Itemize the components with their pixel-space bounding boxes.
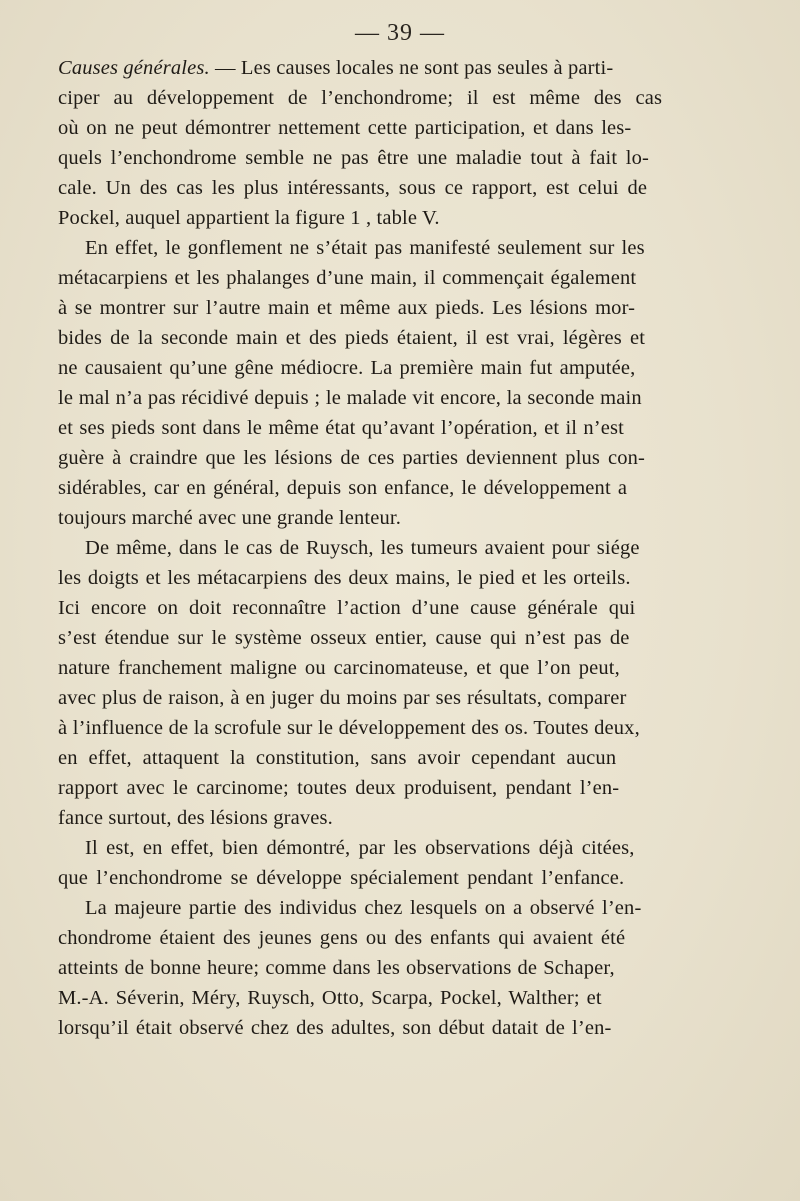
text-line: bides de la seconde main et des pieds étaient, il est vrai, légères et	[58, 327, 646, 349]
text-line: avec plus de raison, à en juger du moins par ses résultats, comparer	[58, 687, 627, 709]
text-line	[58, 54, 796, 82]
text-line: à l’influence de la scrofule sur le développement des os. Toutes deux,	[58, 717, 640, 739]
text-line: cale. Un des cas les plus intéressants, sous ce rapport, est celui de	[58, 177, 648, 199]
text-line: et ses pieds sont dans le même état qu’avant l’opération, et il n’est	[58, 417, 625, 439]
text-line: fance surtout, des lésions graves.	[58, 807, 333, 829]
text-line: que l’enchondrome se développe spécialement pendant l’enfance.	[58, 867, 625, 889]
text-line: ciper au développement de l’enchondrome; il est même des cas	[58, 87, 663, 109]
text-line: en effet, attaquent la constitution, sans avoir cependant aucun	[58, 747, 617, 769]
text-line: ne causaient qu’une gêne médiocre. La première main fut amputée,	[58, 357, 636, 379]
text-line: s’est étendue sur le système osseux entier, cause qui n’est pas de	[58, 627, 630, 649]
text-line: chondrome étaient des jeunes gens ou des enfants qui avaient été	[58, 927, 626, 949]
page-number: — 39 —	[355, 20, 445, 46]
text-line: En effet, le gonflement ne s’était pas manifesté seulement sur les	[85, 237, 645, 259]
text-line: nature franchement maligne ou carcinomateuse, et que l’on peut,	[58, 657, 620, 679]
text-line: les doigts et les métacarpiens des deux mains, le pied et les orteils.	[58, 567, 631, 589]
text-line: où on ne peut démontrer nettement cette participation, et dans les-	[58, 117, 632, 139]
text-line: lorsqu’il était observé chez des adultes, son début datait de l’en-	[58, 1017, 612, 1039]
text-line: quels l’enchondrome semble ne pas être une maladie tout à fait lo-	[58, 147, 649, 169]
text-line: sidérables, car en général, depuis son enfance, le développement a	[58, 477, 628, 499]
text-line: guère à craindre que les lésions de ces parties deviennent plus con-	[58, 447, 645, 469]
text-line: Pockel, auquel appartient la figure 1 , table V.	[58, 207, 440, 229]
text-line: toujours marché avec une grande lenteur.	[58, 507, 401, 529]
text-line: métacarpiens et les phalanges d’une main, il commençait également	[58, 267, 637, 289]
text-line: rapport avec le carcinome; toutes deux produisent, pendant l’en-	[58, 777, 620, 799]
section-heading: Causes générales.	[58, 57, 210, 79]
text-line: à se montrer sur l’autre main et même aux pieds. Les lésions mor-	[58, 297, 636, 319]
text-line: Il est, en effet, bien démontré, par les observations déjà citées,	[85, 837, 635, 859]
text-line: M.-A. Séverin, Méry, Ruysch, Otto, Scarpa, Pockel, Walther; et	[58, 987, 602, 1009]
text-line: De même, dans le cas de Ruysch, les tumeurs avaient pour siége	[85, 537, 640, 559]
line-text: — Les causes locales ne sont pas seules à parti-	[209, 57, 614, 79]
text-line: Ici encore on doit reconnaître l’action d’une cause générale qui	[58, 597, 636, 619]
text-line: le mal n’a pas récidivé depuis ; le malade vit encore, la seconde main	[58, 387, 642, 409]
text-line: La majeure partie des individus chez lesquels on a observé l’en-	[85, 897, 642, 919]
text-line: atteints de bonne heure; comme dans les observations de Schaper,	[58, 957, 615, 979]
